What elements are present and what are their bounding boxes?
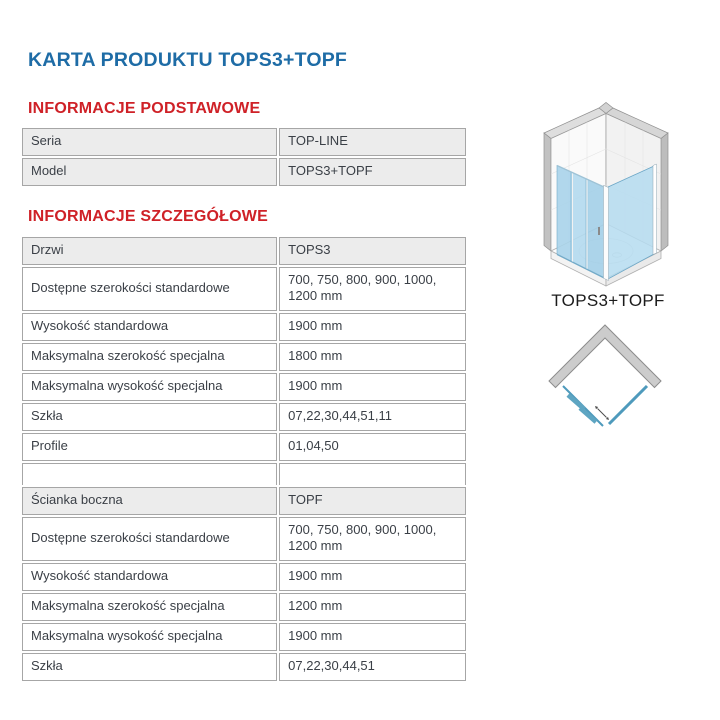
spec-label-cell: Szkła xyxy=(22,403,277,431)
spec-label-cell: Seria xyxy=(22,128,277,156)
table-row xyxy=(22,433,466,461)
table-row xyxy=(22,593,466,621)
door-glass-panel-1 xyxy=(557,166,573,263)
door-spec-table xyxy=(20,235,468,493)
spec-label-cell: Wysokość standardowa xyxy=(22,563,277,591)
table-row xyxy=(22,653,466,681)
shower-enclosure-top-view-figure xyxy=(543,320,683,455)
spec-value-cell: 1900 mm xyxy=(279,373,466,401)
spec-value-cell: 07,22,30,44,51 xyxy=(279,653,466,681)
spec-value-cell: 1800 mm xyxy=(279,343,466,371)
figure-caption: TOPS3+TOPF xyxy=(551,291,665,310)
slide-direction-arrow-icon xyxy=(595,406,609,420)
spec-value-cell: 1900 mm xyxy=(279,563,466,591)
spec-label-cell: Wysokość standardowa xyxy=(22,313,277,341)
spec-value-cell: 1900 mm xyxy=(279,623,466,651)
basic-info-table xyxy=(20,126,468,188)
table-row xyxy=(22,313,466,341)
spec-value-cell: 700, 750, 800, 900, 1000, 1200 mm xyxy=(279,517,466,561)
spec-value-cell: 1200 mm xyxy=(279,593,466,621)
spec-value-cell: 1900 mm xyxy=(279,313,466,341)
section-heading-basic-info: INFORMACJE PODSTAWOWE xyxy=(28,100,261,117)
spec-label-cell: Dostępne szerokości standardowe xyxy=(22,267,277,311)
table-header-row xyxy=(22,237,466,265)
left-wall-end xyxy=(544,133,551,251)
table-header-cell: TOPS3 xyxy=(279,237,466,265)
side-wall-frame xyxy=(653,164,657,255)
page-title: KARTA PRODUKTU TOPS3+TOPF xyxy=(28,49,348,71)
spec-label-cell: Maksymalna wysokość specjalna xyxy=(22,623,277,651)
plan-side-wall-glass xyxy=(609,386,647,424)
side-wall-spec-table xyxy=(20,485,468,683)
table-row xyxy=(22,563,466,591)
spec-label-cell: Maksymalna szerokość specjalna xyxy=(22,593,277,621)
spec-value-cell: 700, 750, 800, 900, 1000, 1200 mm xyxy=(279,267,466,311)
table-header-cell: TOPF xyxy=(279,487,466,515)
right-wall-end xyxy=(661,133,668,251)
spec-value-cell: TOP-LINE xyxy=(279,128,466,156)
section-heading-detailed-info: INFORMACJE SZCZEGÓŁOWE xyxy=(28,208,268,225)
spec-value-cell: TOPS3+TOPF xyxy=(279,158,466,186)
door-glass-panel-2 xyxy=(571,172,588,270)
shower-top-view-icon xyxy=(543,320,683,450)
table-header-cell: Drzwi xyxy=(22,237,277,265)
table-row xyxy=(22,623,466,651)
table-row xyxy=(22,403,466,431)
table-row xyxy=(22,517,466,561)
spec-value-cell: 01,04,50 xyxy=(279,433,466,461)
shower-enclosure-3d-figure xyxy=(537,102,677,312)
spec-label-cell: Dostępne szerokości standardowe xyxy=(22,517,277,561)
spec-value-cell: 07,22,30,44,51,11 xyxy=(279,403,466,431)
shower-enclosure-3d-icon xyxy=(537,102,677,307)
door-glass-panel-3 xyxy=(586,179,604,278)
spec-label-cell: Maksymalna wysokość specjalna xyxy=(22,373,277,401)
table-row xyxy=(22,343,466,371)
table-row xyxy=(22,128,466,156)
spec-label-cell: Maksymalna szerokość specjalna xyxy=(22,343,277,371)
table-row xyxy=(22,158,466,186)
table-row xyxy=(22,267,466,311)
spec-label-cell: Profile xyxy=(22,433,277,461)
spec-label-cell: Szkła xyxy=(22,653,277,681)
plan-walls xyxy=(549,325,661,388)
table-header-cell: Ścianka boczna xyxy=(22,487,277,515)
corner-profile xyxy=(604,185,609,280)
table-header-row xyxy=(22,487,466,515)
door-handle xyxy=(598,227,600,235)
spec-label-cell: Model xyxy=(22,158,277,186)
table-row xyxy=(22,373,466,401)
